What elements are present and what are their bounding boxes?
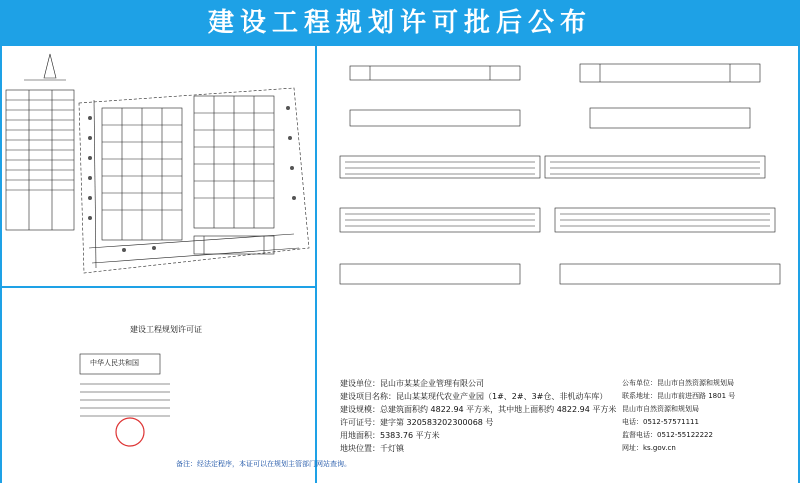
notice-info bbox=[622, 378, 794, 478]
notice-line-2: 联系地址：昆山市前进西路 1801 号 bbox=[622, 392, 736, 400]
permit-certificate bbox=[60, 318, 270, 458]
info-line-1: 建设单位：昆山市某某企业管理有限公司 bbox=[340, 379, 484, 388]
info-line-2: 建设项目名称：昆山某某现代农业产业园（1#、2#、3#仓、非机动车库） bbox=[340, 392, 608, 401]
horizontal-divider bbox=[2, 286, 315, 288]
notice-line-6: 网址：ks.gov.cn bbox=[622, 444, 676, 452]
page-title: 建设工程规划许可批后公布 bbox=[207, 8, 592, 38]
notice-line-1: 公布单位：昆山市自然资源和规划局 bbox=[622, 379, 734, 387]
vertical-divider bbox=[315, 46, 317, 483]
elevation-drawings bbox=[330, 52, 790, 302]
notice-line-4: 电话：0512-57571111 bbox=[622, 418, 699, 426]
site-plan-drawing bbox=[4, 48, 314, 284]
permit-title: 建设工程规划许可证 bbox=[130, 325, 202, 334]
info-line-3: 建设规模：总建筑面积约 4822.94 平方米，其中地上面积约 4822.94 平方米 bbox=[340, 405, 617, 414]
permit-footer: 备注：经法定程序，本证可以在规划主管部门网站查询。 bbox=[176, 460, 351, 468]
permit-subtitle: 中华人民共和国 bbox=[90, 359, 139, 367]
notice-line-3: 昆山市自然资源和规划局 bbox=[622, 405, 699, 413]
notice-line-5: 监督电话：0512-55122222 bbox=[622, 431, 713, 439]
project-info bbox=[340, 378, 620, 478]
info-line-4: 许可证号：建字第 320583202300068 号 bbox=[340, 418, 494, 427]
info-line-5: 用地面积：5383.76 平方米 bbox=[340, 431, 440, 440]
info-line-6: 地块位置：千灯镇 bbox=[340, 444, 404, 453]
